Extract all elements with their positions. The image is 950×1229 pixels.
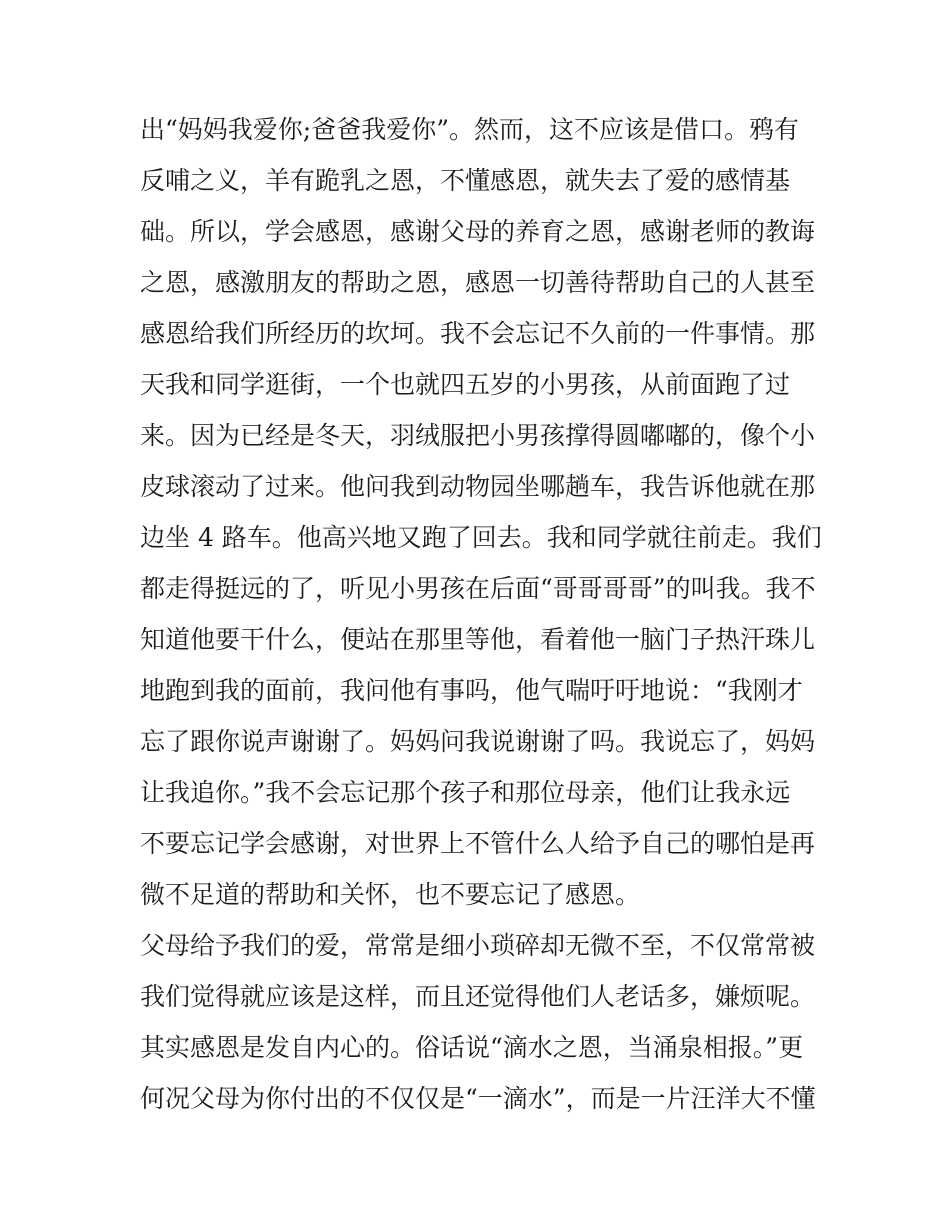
text-line: 何况父母为你付出的不仅仅是“一滴水”，而是一片汪洋大不懂 [140, 1084, 816, 1113]
text-line: 忘了跟你说声谢谢了。妈妈问我说谢谢了吗。我说忘了，妈妈 [140, 727, 816, 756]
text-line: 微不足道的帮助和关怀，也不要忘记了感恩。 [140, 880, 641, 909]
text-line: 皮球滚动了过来。他问我到动物园坐哪趟车，我告诉他就在那 [140, 472, 816, 501]
text-line: 都走得挺远的了，听见小男孩在后面“哥哥哥哥”的叫我。我不 [140, 574, 816, 603]
text-line: 来。因为已经是冬天，羽绒服把小男孩撑得圆嘟嘟的，像个小 [140, 421, 816, 450]
text-line: 之恩，感激朋友的帮助之恩，感恩一切善待帮助自己的人甚至 [140, 268, 816, 297]
text-line: 其实感恩是发自内心的。俗话说“滴水之恩，当涌泉相报。”更 [140, 1033, 804, 1062]
text-line: 感恩给我们所经历的坎坷。我不会忘记不久前的一件事情。那 [140, 319, 816, 348]
text-line: 础。所以，学会感恩，感谢父母的养育之恩，感谢老师的教诲 [140, 217, 816, 246]
text-line: 父母给予我们的爱，常常是细小琐碎却无微不至，不仅常常被 [140, 931, 816, 960]
text-line: 反哺之义，羊有跪乳之恩，不懂感恩，就失去了爱的感情基 [140, 166, 791, 195]
text-line: 知道他要干什么，便站在那里等他，看着他一脑门子热汗珠儿 [140, 625, 816, 654]
text-line: 边坐 4 路车。他高兴地又跑了回去。我和同学就往前走。我们 [140, 523, 822, 552]
text-line: 让我追你。”我不会忘记那个孩子和那位母亲，他们让我永远 [140, 778, 791, 807]
text-line: 地跑到我的面前，我问他有事吗，他气喘吁吁地说：“我刚才 [140, 676, 803, 705]
text-line: 不要忘记学会感谢，对世界上不管什么人给予自己的哪怕是再 [140, 829, 816, 858]
text-line: 我们觉得就应该是这样，而且还觉得他们人老话多，嫌烦呢。 [140, 982, 816, 1011]
body-text [140, 104, 820, 1124]
text-line: 天我和同学逛街，一个也就四五岁的小男孩，从前面跑了过 [140, 370, 791, 399]
text-line: 出“妈妈我爱你;爸爸我爱你”。然而，这不应该是借口。鸦有 [140, 115, 799, 144]
